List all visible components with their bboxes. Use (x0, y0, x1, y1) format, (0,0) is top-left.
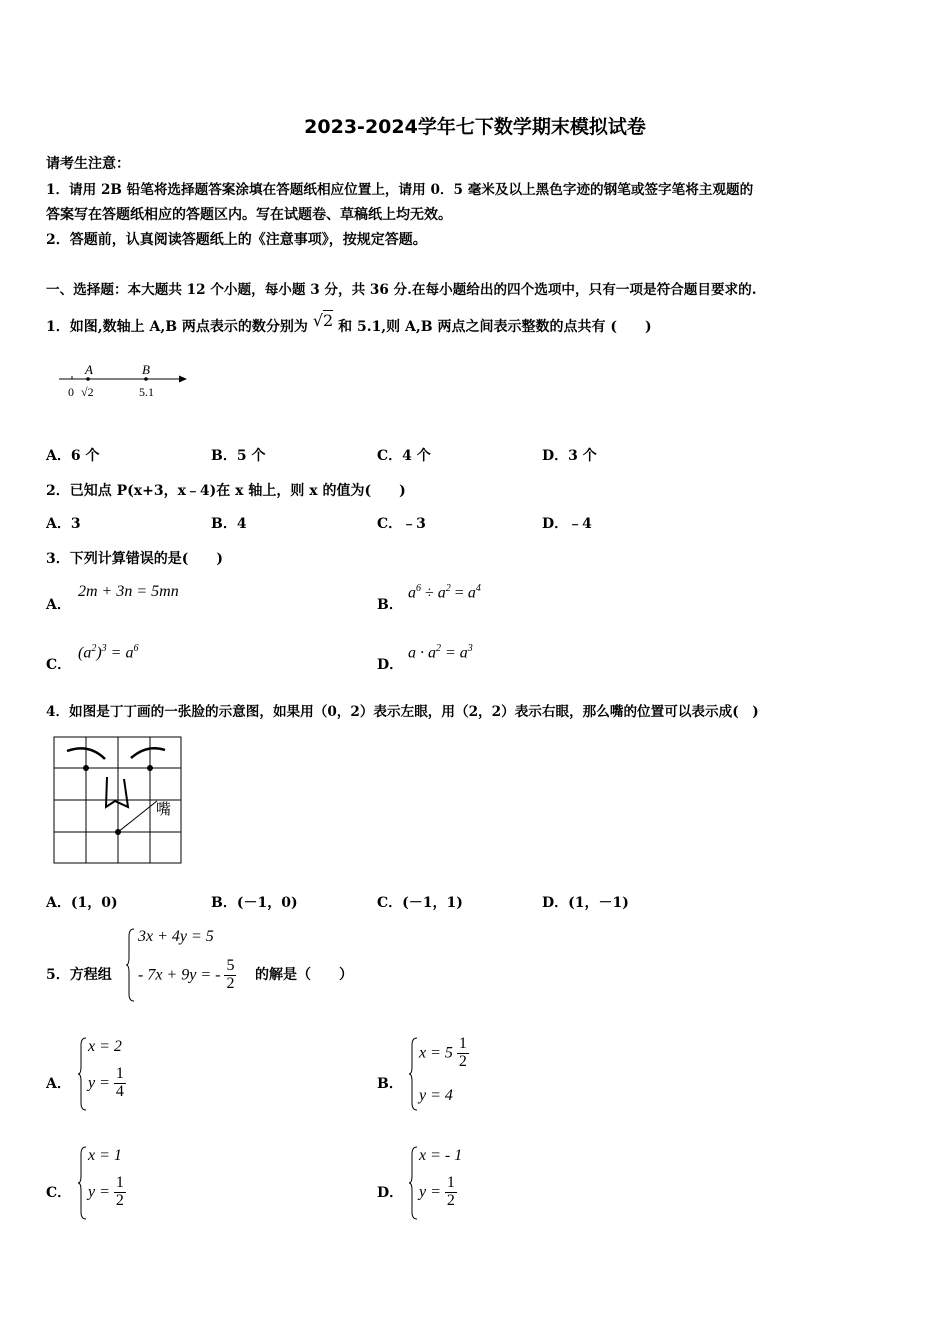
q3-option-c-label[interactable]: C． (46, 657, 72, 673)
system-brace (126, 928, 136, 1002)
q3-option-a-label[interactable]: A． (46, 597, 71, 613)
right-eyebrow (131, 748, 165, 758)
number-line-arrow (179, 376, 187, 383)
q5-option-c-label[interactable]: C． (46, 1185, 72, 1201)
q1-option-a[interactable]: A．6 个 (46, 448, 100, 464)
tick-51-label: 5.1 (139, 385, 154, 399)
q5-option-a-x[interactable]: x = 2 (88, 1038, 122, 1055)
q2-option-c[interactable]: C．﹣3 (377, 516, 426, 532)
q1-text-a: 1．如图,数轴上 A,B 两点表示的数分别为 (46, 319, 308, 335)
question-3: 3．下列计算错误的是( ) (46, 551, 223, 567)
q5-option-a-brace (78, 1037, 88, 1111)
q5-option-c-x[interactable]: x = 1 (88, 1147, 122, 1164)
question-1 (46, 311, 652, 336)
q5-option-b-label[interactable]: B． (377, 1076, 403, 1092)
q3-option-d-label[interactable]: D． (377, 657, 404, 673)
question-2: 2．已知点 P(x+3，x﹣4)在 x 轴上，则 x 的值为( ) (46, 483, 406, 499)
tick-sqrt2-label: √2 (81, 385, 94, 399)
point-a-dot (86, 377, 90, 381)
q1-sqrt-arg: 2 (323, 311, 334, 330)
nose (106, 777, 128, 807)
label-a: A (85, 362, 93, 377)
q2-option-b[interactable]: B．4 (211, 516, 247, 532)
q4-option-d[interactable]: D．(1，－1) (542, 895, 629, 911)
label-b: B (142, 362, 150, 377)
q5-option-d-x[interactable]: x = - 1 (419, 1147, 463, 1164)
q4-option-b[interactable]: B．(－1，0) (211, 895, 298, 911)
question-5-prefix: 5．方程组 (46, 967, 112, 983)
q3-option-b-label[interactable]: B． (377, 597, 403, 613)
q3-option-a-expr[interactable]: 2m + 3n = 5mn (78, 583, 179, 600)
q1-option-c[interactable]: C．4 个 (377, 448, 431, 464)
q5-option-d-label[interactable]: D． (377, 1185, 404, 1201)
q1-text-b: 和 5.1,则 A,B 两点之间表示整数的点共有 ( ) (338, 319, 652, 335)
left-eye (83, 765, 89, 771)
q5-option-b-x[interactable]: x = 5 $\frac{1}{2}$ (419, 1035, 467, 1070)
q5-option-a-label[interactable]: A． (46, 1076, 71, 1092)
q5-equation-2: - 7x + 9y = - $\frac{5}{2}$ (138, 957, 235, 992)
q5-equation-1: 3x + 4y = 5 (138, 928, 214, 945)
section-heading: 一、选择题：本大题共 12 个小题，每小题 3 分，共 36 分.在每小题给出的四个选项中，只有一项是符合题目要求的. (46, 282, 757, 298)
notice-line-1b: 答案写在答题纸相应的答题区内。写在试题卷、草稿纸上均无效。 (46, 207, 452, 223)
q5-option-d-y[interactable]: y = $\frac{1}{2}$ (419, 1174, 455, 1209)
q3-option-c-expr[interactable]: $(a^2)^3 = a^6$ (78, 643, 139, 662)
number-line-figure (55, 358, 195, 406)
q5-option-c-brace (78, 1146, 88, 1220)
notice-line-2: 2．答题前，认真阅读答题纸上的《注意事项》，按规定答题。 (46, 232, 427, 248)
question-4: 4．如图是丁丁画的一张脸的示意图，如果用（0，2）表示左眼，用（2，2）表示右眼，那么嘴的位置可以表示成( ) (46, 704, 759, 720)
question-5-suffix: 的解是（ ） (255, 967, 353, 983)
mouth-label: 嘴 (156, 800, 172, 818)
q1-option-b[interactable]: B．5 个 (211, 448, 266, 464)
q5-option-b-y[interactable]: y = 4 (419, 1087, 453, 1104)
q5-option-a-y[interactable]: y = $\frac{1}{4}$ (88, 1065, 124, 1100)
q2-option-a[interactable]: A．3 (46, 516, 81, 532)
q5-option-b-brace (409, 1037, 419, 1111)
q3-option-b-expr[interactable]: $a^6 \div a^2 = a^4$ (408, 583, 481, 602)
q2-option-d[interactable]: D．﹣4 (542, 516, 592, 532)
right-eye (147, 765, 153, 771)
notice-heading: 请考生注意： (46, 156, 130, 172)
q4-option-c[interactable]: C．(－1，1) (377, 895, 463, 911)
q4-option-a[interactable]: A．(1，0) (46, 895, 118, 911)
q1-option-d[interactable]: D．3 个 (542, 448, 597, 464)
point-b-dot (144, 377, 148, 381)
q5-option-c-y[interactable]: y = $\frac{1}{2}$ (88, 1174, 124, 1209)
page-title: 2023-2024学年七下数学期末模拟试卷 (304, 116, 646, 138)
q1-sqrt: √2 (312, 311, 334, 330)
q5-option-d-brace (409, 1146, 419, 1220)
face-grid-figure (53, 735, 185, 867)
notice-line-1a: 1．请用 2B 铅笔将选择题答案涂填在答题纸相应位置上，请用 0．5 毫米及以上黑色字迹的钢笔或签字笔将主观题的 (46, 182, 754, 198)
tick-zero-label: 0 (68, 385, 74, 399)
q3-option-d-expr[interactable]: $a \cdot a^2 = a^3$ (408, 643, 473, 662)
